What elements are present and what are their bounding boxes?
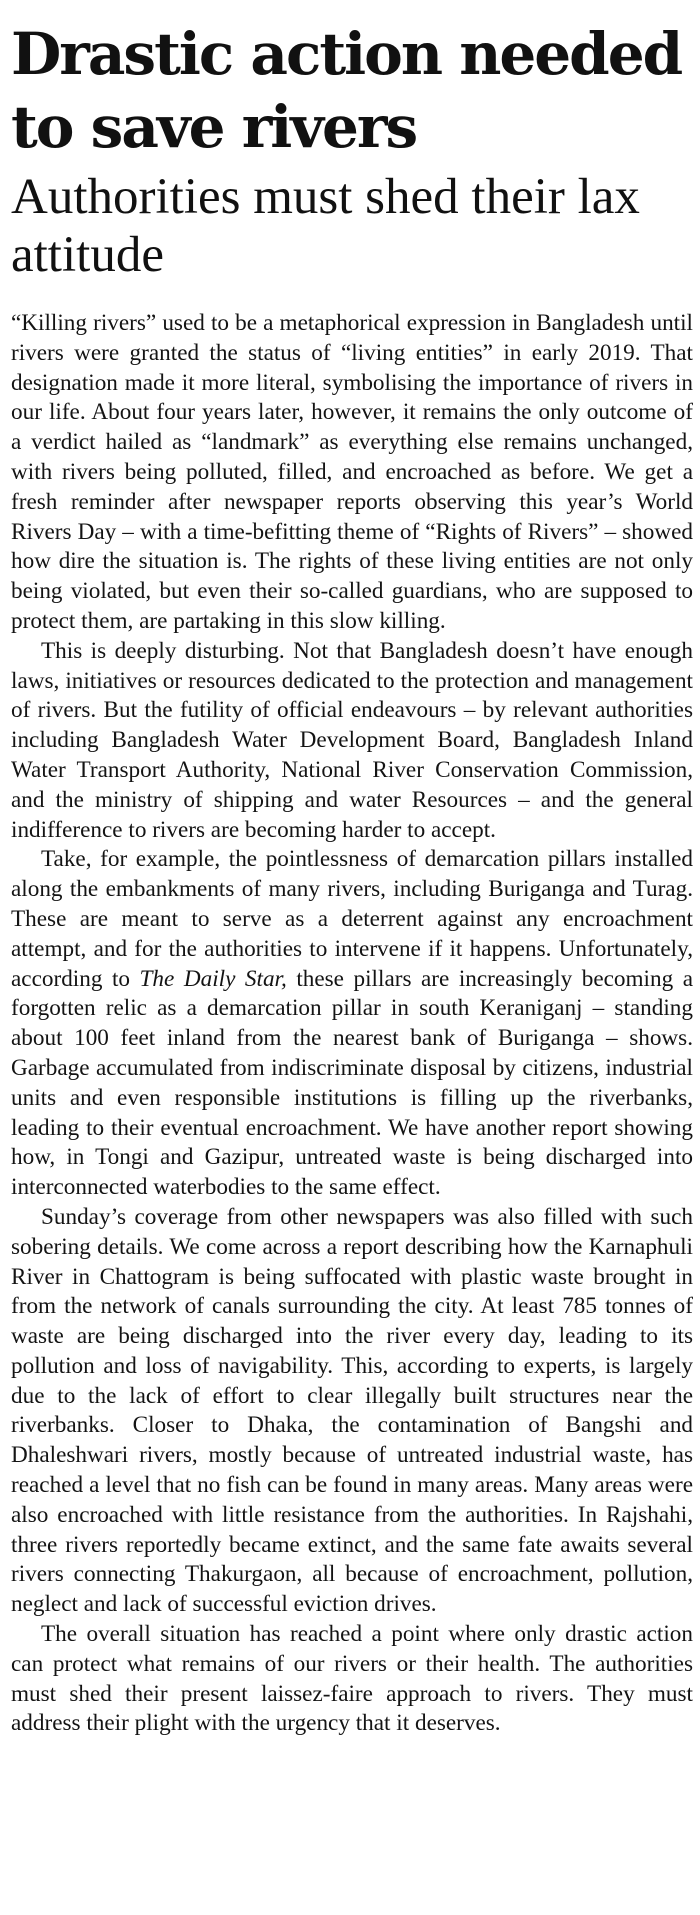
paragraph-2: This is deeply disturbing. Not that Bangladesh doesn’t have enough laws, initiatives or resources dedicated to the protection and management of rivers. But the futility of official endeavours – by relevant authorities including Bangladesh Water Development Board, Bangladesh Inland Water Transport Authority, National River Conservation Commission, and the ministry of shipping and water Resources – and the general indifference to rivers are becoming harder to accept. xyxy=(11,637,693,843)
paragraph-3-text-after: these pillars are increasingly becoming a forgotten relic as a demarcation pillar in south Keraniganj – standing about 100 feet inland from the nearest bank of Buriganga – shows. Garbage accumulated from indiscriminate disposal by citizens, industrial units and even responsible institutions is filling up the riverbanks, leading to their eventual encroachment. We have another report showing how, in Tongi and Gazipur, untreated waste is being discharged into interconnected waterbodies to the same effect. xyxy=(11,965,693,1201)
publication-name: The Daily Star, xyxy=(139,965,287,992)
paragraph-3 xyxy=(11,845,693,1203)
paragraph-1: “Killing rivers” used to be a metaphorical expression in Bangladesh until rivers were granted the status of “living entities” in early 2019. That designation made it more literal, symbolising the importance of rivers in our life. About four years later, however, it remains the only outcome of a verdict hailed as “landmark” as everything else remains unchanged, with rivers being polluted, filled, and encroached as before. We get a fresh reminder after newspaper reports observing this year’s World Rivers Day – with a time-befitting theme of “Rights of Rivers” – showed how dire the situation is. The rights of these living entities are not only being violated, but even their so-called guardians, who are supposed to protect them, are partaking in this slow killing. xyxy=(11,310,693,634)
subheadline: Authorities must shed their lax attitude xyxy=(11,169,640,283)
paragraph-5: The overall situation has reached a point where only drastic action can protect what remains of our rivers or their health. The authorities must shed their present laissez-faire approach to rivers. They must address their plight with the urgency that it deserves. xyxy=(11,1621,693,1737)
article-body xyxy=(11,309,693,1739)
paragraph-4: Sunday’s coverage from other newspapers was also filled with such sobering details. We come across a report describing how the Karnaphuli River in Chattogram is being suffocated with plastic waste brought in from the network of canals surrounding the city. At least 785 tonnes of waste are being discharged into the river every day, leading to its pollution and loss of navigability. This, according to experts, is largely due to the lack of effort to clear illegally built structures near the riverbanks. Closer to Dhaka, the contamination of Bangshi and Dhaleshwari rivers, mostly because of untreated industrial waste, has reached a level that no fish can be found in many areas. Many areas were also encroached with little resistance from the authorities. In Rajshahi, three rivers reportedly became extinct, and the same fate awaits several rivers connecting Thakurgaon, all because of encroachment, pollution, neglect and lack of successful eviction drives. xyxy=(11,1203,693,1618)
editorial-article xyxy=(11,0,693,1739)
paragraph-3-text-before: Take, for example, the pointlessness of demarcation pillars installed along the embankments of many rivers, including Buriganga and Turag. These are meant to serve as a deterrent against any encroachment attempt, and for the authorities to intervene if it happens. Unfortunately, according to xyxy=(11,846,693,992)
headline: Drastic action needed to save rivers xyxy=(11,20,682,161)
